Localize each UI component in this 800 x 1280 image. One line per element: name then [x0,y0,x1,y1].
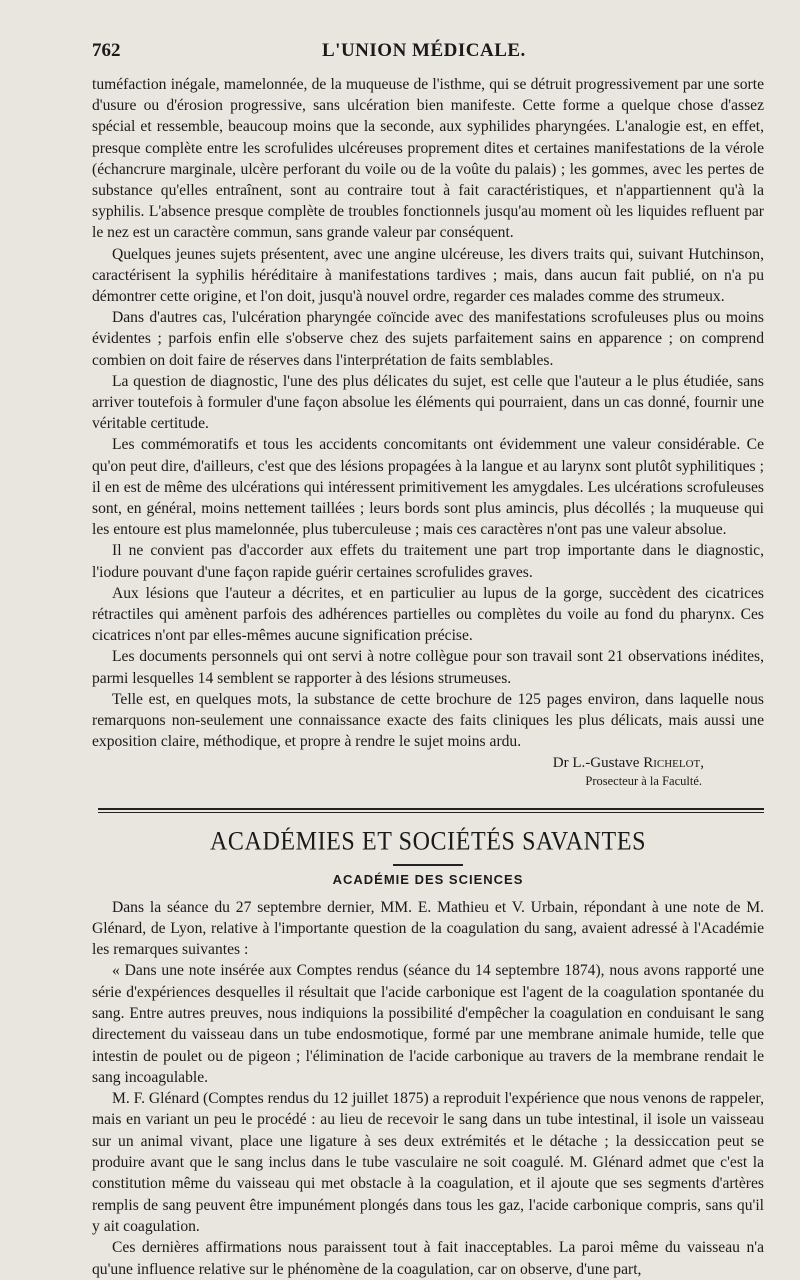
paragraph: Il ne convient pas d'accorder aux effets du traitement une part trop importante dans le diagnostic, l'iodure pouvant d'une façon rapide guérir certaines scrofulides graves. [92,542,764,581]
author-affiliation: Prosecteur à la Faculté. [585,773,702,788]
paragraph: Telle est, en quelques mots, la substance de cette brochure de 125 pages environ, dans laquelle nous remarquons non-seulement une connaissance exacte des faits cliniques les plus délicats, mais aussi une exposition claire, méthodique, et propre à rendre le sujet moins ardu. [92,690,764,751]
title-underline [393,864,463,866]
paragraph: M. F. Glénard (Comptes rendus du 12 juillet 1875) a reproduit l'expérience que nous venons de rappeler, mais en variant un peu le procédé : au lieu de recevoir le sang dans un tube intestinal, il isole un vaisseau sur un animal vivant, place une ligature à ses deux extrémités et le détache ; la dessiccation peut se produire avant que le sang inclus dans le tube vasculaire ne soit coagulé. M. Glénard admet que c'est la constitution même du vaisseau qui met obstacle à la coagulation, et il ajoute que ses segments d'artères remplis de sang peuvent être impunément plongés dans tous les gaz, l'acide carbonique compris, sans qu'il y ait coagulation. [92,1090,764,1235]
review-text [92,74,764,753]
page-number: 762 [92,40,121,61]
paragraph: tuméfaction inégale, mamelonnée, de la muqueuse de l'isthme, qui se détruit progressivement par une sorte d'usure ou d'érosion progressive, sans ulcération bien manifeste. Cette forme a quelque chose d'assez spécial et ressemble, beaucoup moins que la seconde, aux syphilides pharyngées. L'analogie est, en effet, presque complète entre les scrofulides ulcéreuses proprement dites et certaines manifestations de la vérole (échancrure marginale, ulcère perforant du voile ou de la voûte du palais) ; les gommes, avec les pertes de substance qu'elles entraînent, sont au contraire tout à fait caractéristiques, et n'appartiennent qu'à la syphilis. L'absence presque complète de troubles fonctionnels jusqu'au moment où les liquides refluent par le nez est un caractère commun, sans grande valeur par conséquent. [92,76,764,242]
paragraph: Dans la séance du 27 septembre dernier, MM. E. Mathieu et V. Urbain, répondant à une note de M. Glénard, de Lyon, relative à l'importante question de la coagulation du sang, avaient adressé à l'Académie les remarques suivantes : [92,898,764,959]
paragraph: Dans d'autres cas, l'ulcération pharyngée coïncide avec des manifestations scrofuleuses plus ou moins évidentes ; parfois enfin elle s'observe chez des sujets parfaitement sains en apparence ; on comprend combien on doit faire de réserves dans l'interprétation de faits semblables. [92,309,764,369]
running-head [92,40,764,74]
paragraph: Quelques jeunes sujets présentent, avec une angine ulcéreuse, les divers traits qui, suivant Hutchinson, caractérisent la syphilis héréditaire à manifestations tardives ; mais, dans aucun fait publié, on n'a pu démontrer cette origine, et l'on doit, jusqu'à nouvel ordre, regarder ces malades comme des strumeux. [92,245,764,306]
journal-title: L'UNION MÉDICALE. [322,40,526,61]
paragraph: Aux lésions que l'auteur a décrites, et en particulier au lupus de la gorge, succèdent des cicatrices rétractiles qui amènent parfois des adhérences partielles ou complètes du voile au fond du pharynx. Ces cicatrices n'ont par elles-mêmes aucune signification précise. [92,584,764,645]
paragraph: La question de diagnostic, l'une des plus délicates du sujet, est celle que l'auteur a le plus étudiée, sans arriver toutefois à formuler d'une façon absolue les éléments qui pourraient, dans un cas donné, fournir une véritable certitude. [92,372,764,433]
section-title: ACADÉMIES ET SOCIÉTÉS SAVANTES [209,827,647,856]
section-text [92,897,764,1280]
paragraph: Les documents personnels qui ont servi à notre collègue pour son travail sont 21 observations inédites, parmi lesquelles 14 semblent se rapporter à des lésions strumeuses. [92,648,764,687]
signature-name: Richelot, [643,754,704,771]
section-subtitle: ACADÉMIE DES SCIENCES [332,871,524,887]
paragraph: Ces dernières affirmations nous paraissent tout à fait inacceptables. La paroi même du vaisseau n'a qu'une influence relative sur le phénomène de la coagulation, car on observe, d'une part, [92,1239,764,1278]
paragraph: Les commémoratifs et tous les accidents concomitants ont évidemment une valeur considérable. Ce qu'on peut dire, d'ailleurs, c'est que des lésions propagées à la langue et au larynx sont plutôt syphilitiques ; il en est de même des ulcérations qui intéressent primitivement les amygdales. Les ulcérations scrofuleuses sont, en général, moins nettement taillées ; leurs bords sont plus amincis, plus décollés ; la muqueuse qui les entoure est plus mamelonnée, plus tuberculeuse ; mais ces caractères n'ont pas une valeur absolue. [92,436,764,539]
paragraph: « Dans une note insérée aux Comptes rendus (séance du 14 septembre 1874), nous avons rapporté une série d'expériences desquelles il résultait que l'acide carbonique est l'agent de la coagulation spontanée du sang. Entre autres preuves, nous indiquions la possibilité d'empêcher la coagulation en conduisant le sang directement du vaisseau dans un tube endosmotique, formé par une membrane animale humide, telle que intestin de poulet ou de pigeon ; l'élimination de l'acide carbonique au travers de la membrane rendait le sang incoagulable. [92,962,764,1086]
author-signature [92,755,764,772]
signature-prefix: Dr L.-Gustave [552,754,644,771]
section-divider [98,808,764,813]
